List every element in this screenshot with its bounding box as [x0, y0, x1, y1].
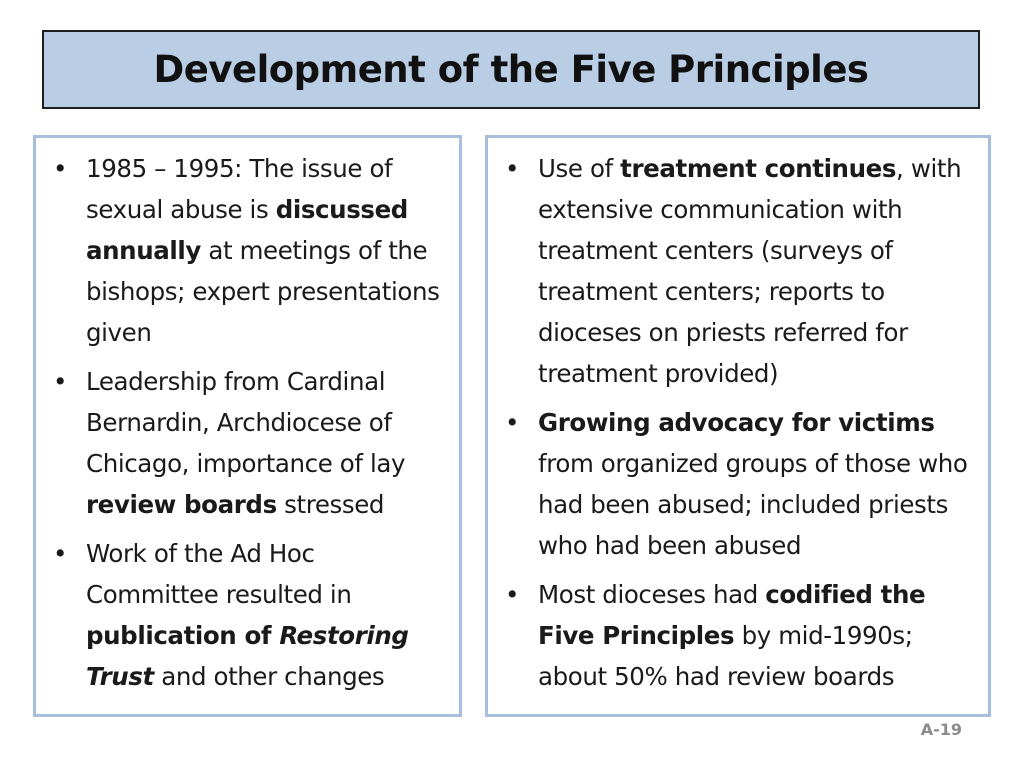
left-bullet-2	[44, 361, 451, 525]
right-bullet-1-text-end: , with extensive communication with treatment centers (surveys of treatment centers; reports to dioceses on priests referred for treatment provided)	[538, 154, 962, 388]
left-bullet-1-bold: discussed annually	[86, 195, 408, 265]
right-bullet-2	[496, 402, 980, 566]
right-bullet-2-bold: Growing advocacy for victims	[538, 408, 935, 437]
left-bullet-1-text-end: at meetings of the bishops; expert presentations given	[86, 236, 440, 347]
left-bullet-3	[44, 533, 451, 697]
left-bullet-3-text: Work of the Ad Hoc Committee resulted in	[86, 539, 352, 609]
right-bullet-1	[496, 148, 980, 394]
left-panel	[33, 135, 462, 717]
right-bullet-1-text: Use of	[538, 154, 621, 183]
right-bullet-3-text-end: by mid-1990s; about 50% had review boards	[538, 621, 913, 691]
bullet-icon: •	[504, 408, 520, 437]
left-bullet-2-bold: review boards	[86, 490, 277, 519]
left-bullet-1	[44, 148, 451, 353]
right-bullet-list	[496, 148, 980, 697]
bullet-icon: •	[504, 580, 520, 609]
left-bullet-3-text-end: and other changes	[153, 662, 385, 691]
left-bullet-list	[44, 148, 451, 697]
left-bullet-3-bold: publication of	[86, 621, 280, 650]
bullet-icon: •	[504, 154, 520, 183]
left-bullet-1-text: 1985 – 1995: The issue of sexual abuse is	[86, 154, 393, 224]
bullet-icon: •	[52, 539, 68, 568]
left-bullet-2-text: Leadership from Cardinal Bernardin, Archdiocese of Chicago, importance of lay	[86, 367, 406, 478]
left-bullet-3-bold-italic: Restoring Trust	[86, 621, 409, 691]
bullet-icon: •	[52, 154, 68, 183]
right-panel	[485, 135, 991, 717]
right-bullet-3	[496, 574, 980, 697]
title-banner	[42, 30, 980, 109]
left-bullet-2-text-end: stressed	[276, 490, 385, 519]
page-number-label: A-19	[920, 720, 962, 739]
right-bullet-3-bold: codified the Five Principles	[538, 580, 926, 650]
slide-title: Development of the Five Principles	[153, 48, 869, 91]
right-bullet-3-text: Most dioceses had	[538, 580, 766, 609]
right-bullet-2-text-end: from organized groups of those who had been abused; included priests who had been abused	[538, 449, 968, 560]
right-bullet-1-bold: treatment continues	[620, 154, 897, 183]
bullet-icon: •	[52, 367, 68, 396]
